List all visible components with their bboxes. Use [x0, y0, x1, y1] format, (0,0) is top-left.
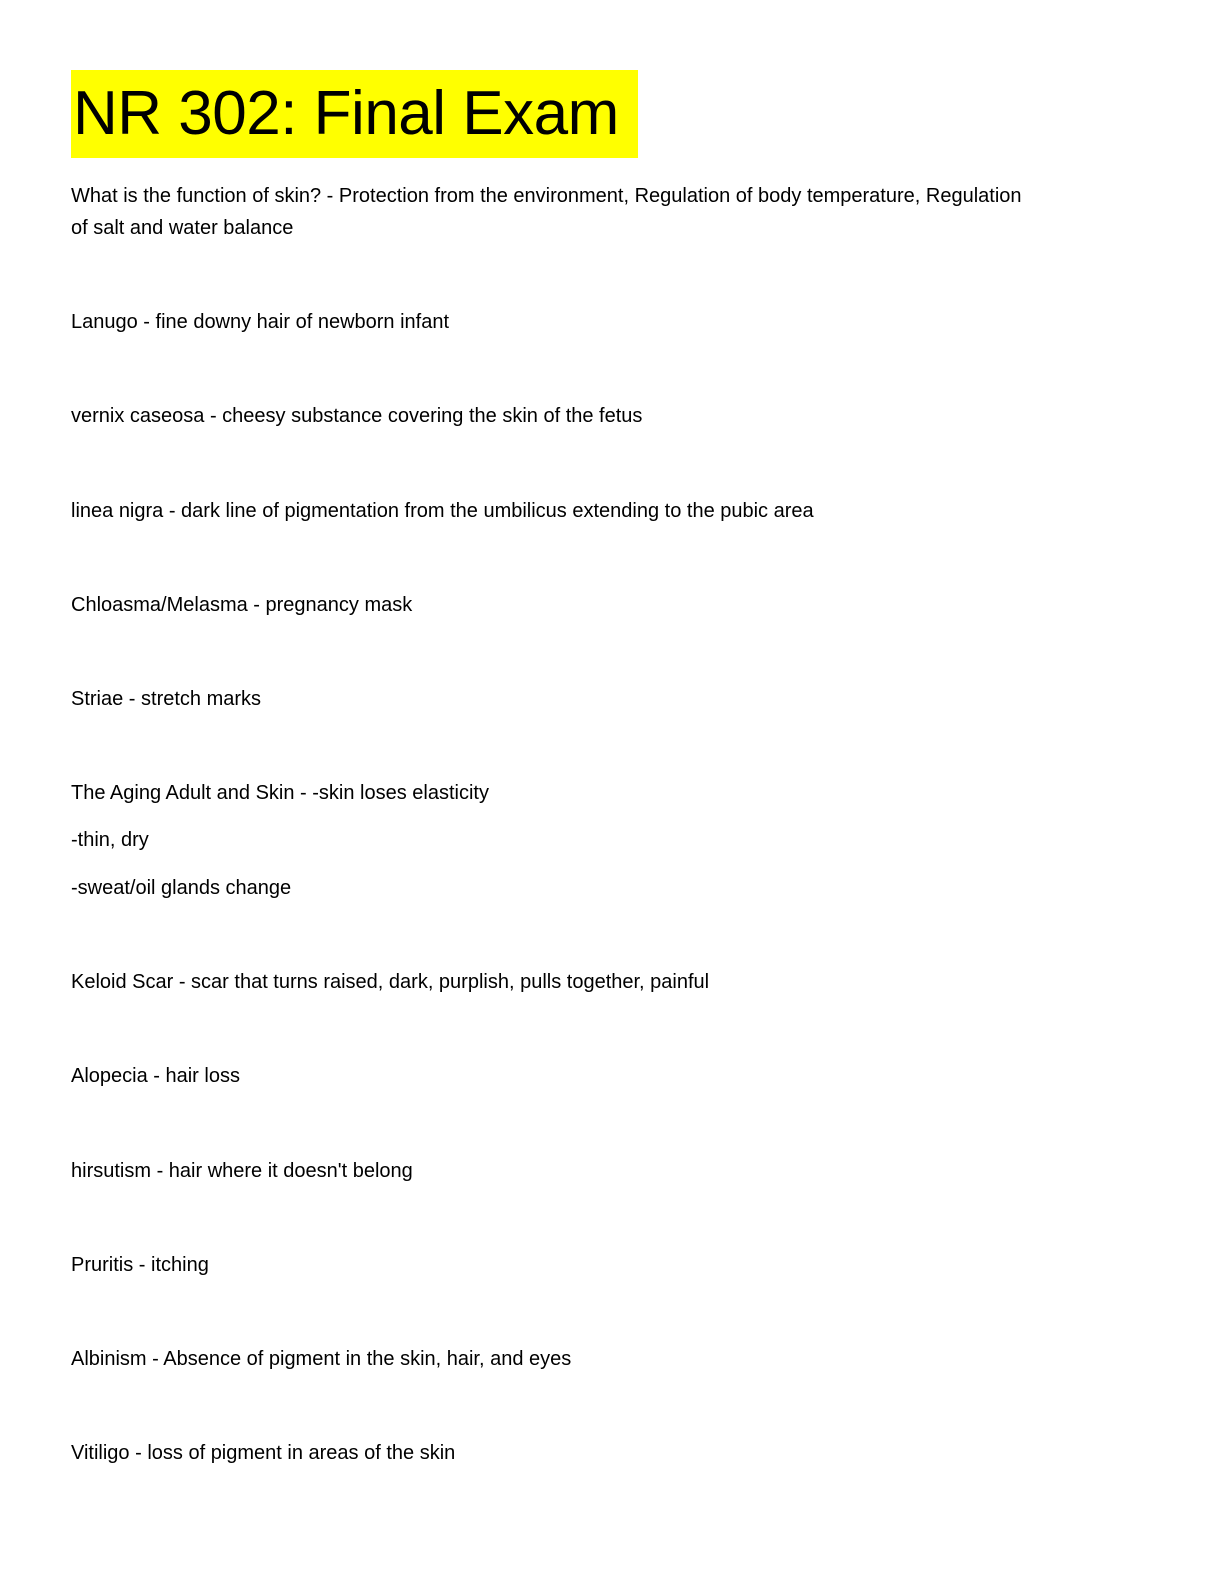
entry-line: Chloasma/Melasma - pregnancy mask — [71, 594, 413, 616]
entry-line: Lanugo - fine downy hair of newborn infant — [71, 311, 450, 333]
entry-line: of salt and water balance — [71, 217, 294, 239]
entry-line: The Aging Adult and Skin - -skin loses elasticity — [71, 782, 489, 804]
entry-line: Albinism - Absence of pigment in the skin, hair, and eyes — [71, 1348, 572, 1370]
entry-line: Striae - stretch marks — [71, 688, 262, 710]
entry-line: -thin, dry — [71, 829, 149, 851]
entry-line: Keloid Scar - scar that turns raised, dark, purplish, pulls together, painful — [71, 971, 710, 993]
entry-line: vernix caseosa - cheesy substance covering the skin of the fetus — [71, 405, 643, 427]
entry-line: hirsutism - hair where it doesn't belong — [71, 1160, 413, 1182]
entry-line: Alopecia - hair loss — [71, 1065, 240, 1087]
page-title: NR 302: Final Exam — [73, 79, 619, 148]
entry-line: Vitiligo - loss of pigment in areas of the skin — [71, 1442, 456, 1464]
entry-line: linea nigra - dark line of pigmentation from the umbilicus extending to the pubic area — [71, 500, 814, 522]
title-highlight — [71, 70, 638, 158]
entry-line: What is the function of skin? - Protection from the environment, Regulation of body temperature, Regulation — [71, 185, 1022, 207]
entry-line: Pruritis - itching — [71, 1254, 209, 1276]
entry-line: -sweat/oil glands change — [71, 877, 292, 899]
